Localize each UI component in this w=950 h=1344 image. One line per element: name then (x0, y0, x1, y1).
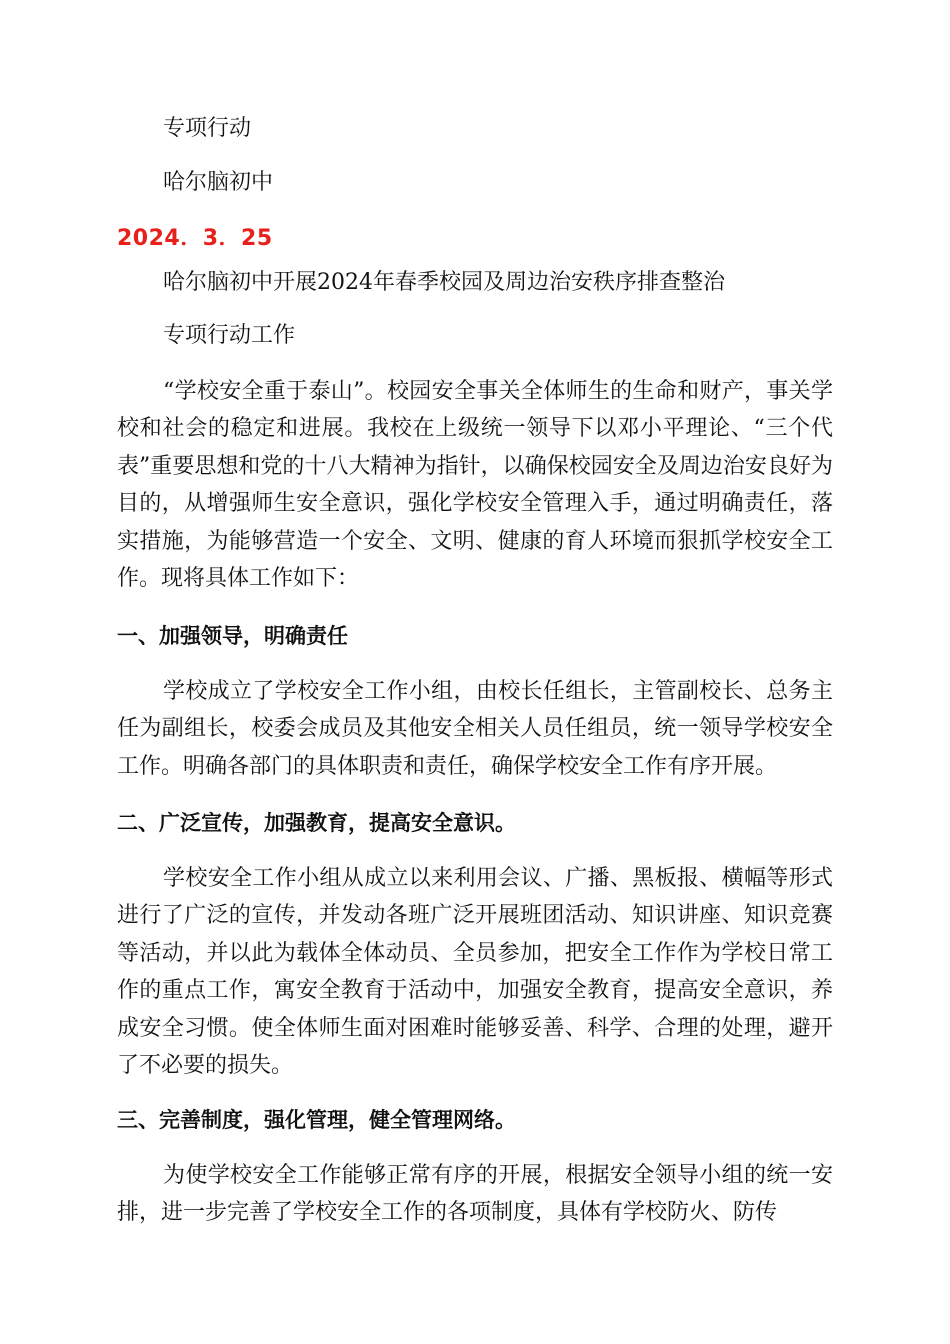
section-3-body: 为使学校安全工作能够正常有序的开展，根据安全领导小组的统一安排，进一步完善了学校安全工作的各项制度，具体有学校防火、防传 (117, 1163, 833, 1226)
section-2-body: 学校安全工作小组从成立以来利用会议、广播、黑板报、横幅等形式进行了广泛的宣传，并发动各班广泛开展班团活动、知识讲座、知识竞赛等活动，并以此为载体全体动员、全员参加，把安全工作作为学校日常工作的重点工作，寓安全教育于活动中，加强安全教育，提高安全意识，养成安全习惯。使全体师生面对困难时能够妥善、科学、合理的处理，避开了不必要的损失。 (117, 866, 833, 1079)
cover-line-1: 专项行动 (163, 116, 252, 141)
section-1-body: 学校成立了学校安全工作小组，由校长任组长，主管副校长、总务主任为副组长，校委会成员及其他安全相关人员任组员，统一领导学校安全工作。明确各部门的具体职责和责任，确保学校安全工作有序开展。 (117, 679, 833, 779)
title-line-1: 哈尔脑初中开展2024年春季校园及周边治安秩序排查整治 (163, 270, 725, 295)
intro-paragraph: “学校安全重于泰山”。校园安全事关全体师生的生命和财产，事关学校和社会的稳定和进展。我校在上级统一领导下以邓小平理论、“三个代表”重要思想和党的十八大精神为指针，以确保校园安全及周边治安良好为目的，从增强师生安全意识，强化学校安全管理入手，通过明确责任，落实措施，为能够营造一个安全、文明、健康的育人环境而狠抓学校安全工作。现将具体工作如下： (117, 379, 833, 592)
section-3-heading: 三、完善制度，强化管理，健全管理网络。 (117, 1108, 516, 1132)
document-date: 2024．3．25 (117, 226, 273, 251)
title-line-2: 专项行动工作 (163, 323, 296, 348)
cover-line-2: 哈尔脑初中 (163, 170, 274, 195)
section-2-heading: 二、广泛宣传，加强教育，提高安全意识。 (117, 811, 516, 835)
section-1-heading: 一、加强领导，明确责任 (117, 624, 348, 648)
